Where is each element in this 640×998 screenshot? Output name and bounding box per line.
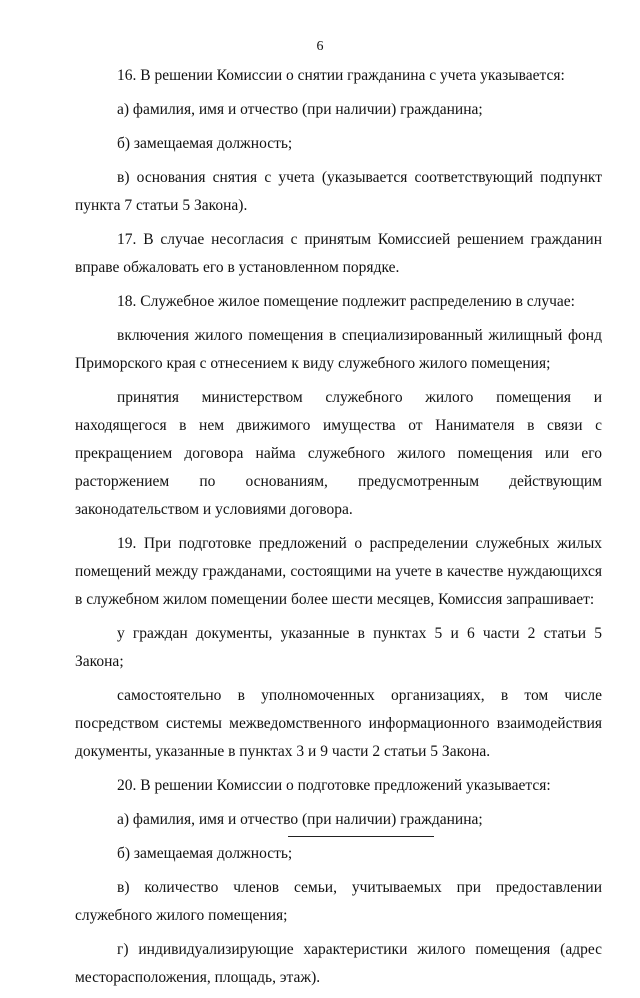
paragraph-20-a: а) фамилия, имя и отчество (при наличии) гражданина; xyxy=(117,811,483,828)
paragraph-17: 17. В случае несогласия с принятым Комиссией решением гражданин вправе обжаловать его в установленном порядке. xyxy=(75,231,602,276)
paragraph-20-intro: 20. В решении Комиссии о подготовке предложений указывается: xyxy=(117,777,551,794)
paragraph-19-item-1: у граждан документы, указанные в пунктах 5 и 6 части 2 статьи 5 Закона; xyxy=(75,625,602,670)
paragraph-19-item-2: самостоятельно в уполномоченных организациях, в том числе посредством системы межведомственного информационного взаимодействия документы, указанные в пунктах 3 и 9 части 2 статьи 5 Закона. xyxy=(75,687,602,760)
paragraph-20-d: г) индивидуализирующие характеристики жилого помещения (адрес месторасположения, площадь, этаж). xyxy=(75,941,602,986)
paragraph-20-c: в) количество членов семьи, учитываемых при предоставлении служебного жилого помещения; xyxy=(75,879,602,924)
paragraph-18-item-1: включения жилого помещения в специализированный жилищный фонд Приморского края с отнесением к виду служебного жилого помещения; xyxy=(75,327,602,372)
paragraph-16-a: а) фамилия, имя и отчество (при наличии) гражданина; xyxy=(117,101,483,118)
paragraph-18-intro: 18. Служебное жилое помещение подлежит распределению в случае: xyxy=(117,293,575,310)
document-body xyxy=(75,62,602,998)
page-number: 6 xyxy=(316,39,324,54)
paragraph-20-b: б) замещаемая должность; xyxy=(117,845,293,862)
end-of-text-rule xyxy=(288,836,434,837)
paragraph-16-c: в) основания снятия с учета (указывается соответствующий подпункт пункта 7 статьи 5 Закона). xyxy=(75,169,602,214)
paragraph-16-b: б) замещаемая должность; xyxy=(117,135,293,152)
paragraph-19-intro: 19. При подготовке предложений о распределении служебных жилых помещений между гражданами, состоящими на учете в качестве нуждающихся в служебном жилом помещении более шести месяцев, Комиссия запрашивает: xyxy=(75,535,602,608)
paragraph-16-intro: 16. В решении Комиссии о снятии гражданина с учета указывается: xyxy=(117,67,565,84)
paragraph-18-item-2: принятия министерством служебного жилого помещения и находящегося в нем движимого имущества от Нанимателя в связи с прекращением договора найма служебного жилого помещения или его расторжением по основаниям, предусмотренным действующим законодательством и условиями договора. xyxy=(75,389,602,518)
